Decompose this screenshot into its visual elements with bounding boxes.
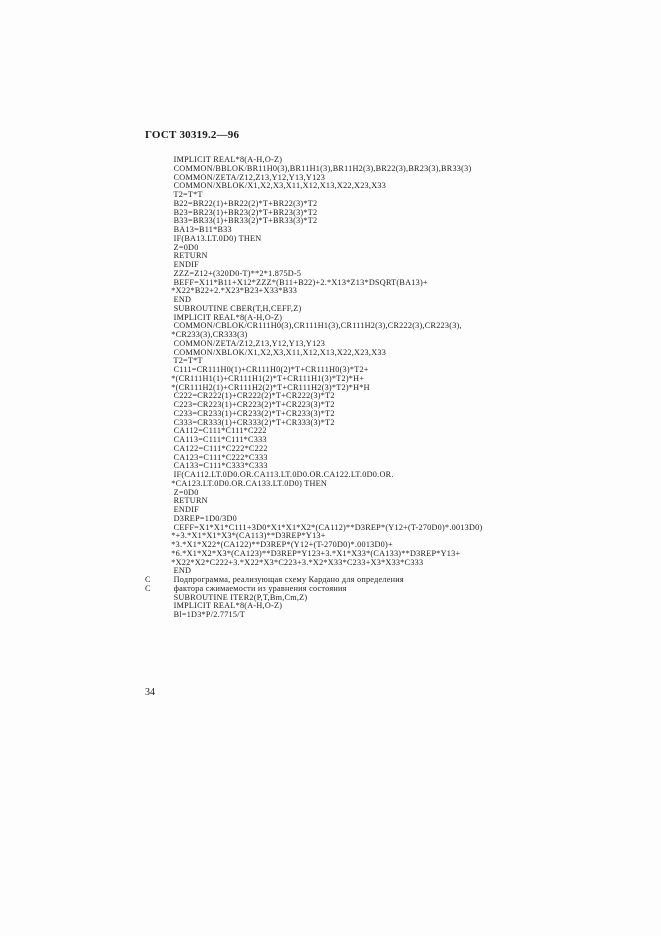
code-text: COMMON/XBLOK/X1,X2,X3,X11,X12,X13,X22,X23,X33: [169, 181, 387, 191]
code-text: ENDIF: [169, 260, 199, 269]
comment-marker: C: [145, 575, 151, 584]
code-text: RETURN: [169, 496, 208, 506]
code-text: SUBROUTINE CBER(T,H,CEFF,Z): [169, 303, 302, 313]
code-text: *6.*X1*X2*X3*(CA123)**D3REP*Y123+3.*X1*X33*(CA133)**D3REP*Y13+: [169, 548, 461, 558]
code-line: [145, 480, 615, 489]
code-text: RETURN: [169, 251, 208, 261]
code-text: T2=T*T: [169, 190, 203, 199]
code-line: [145, 287, 615, 296]
code-line: [145, 252, 615, 261]
fortran-code-listing: [145, 156, 615, 620]
code-text: ENDIF: [169, 505, 199, 514]
code-text: фактора сжимаемости из уравнения состояния: [169, 583, 347, 593]
code-text: B33=BR33(1)+BR33(2)*T+BR33(3)*T2: [169, 216, 318, 226]
code-line: [145, 497, 615, 506]
code-text: IMPLICIT REAL*8(A-H,O-Z): [169, 312, 283, 322]
code-text: END: [169, 566, 192, 576]
code-text: *CR233(3),CR333(3): [169, 330, 248, 339]
code-text: Z=0D0: [169, 487, 199, 497]
code-line: [145, 489, 615, 498]
code-line: [145, 182, 615, 191]
code-text: T2=T*T: [169, 356, 203, 366]
code-text: *X22*B22+2.*X23*B23+X33*B33: [169, 286, 298, 296]
page-number: 34: [145, 687, 155, 698]
code-text: COMMON/ZETA/Z12,Z13,Y12,Y13,Y123: [169, 172, 326, 182]
code-text: CA123=C111*C222*C333: [169, 452, 268, 462]
code-text: D3REP=1D0/3D0: [169, 513, 237, 523]
code-text: C223=CR223(1)+CR223(2)*T+CR223(3)*T2: [169, 400, 335, 409]
code-text: C333=CR333(1)+CR333(2)*T+CR333(3)*T2: [169, 417, 335, 427]
code-text: CA122=C111*C222*C222: [169, 443, 268, 453]
code-text: *+3.*X1*X1*X3*(CA113)**D3REP*Y13+: [169, 531, 326, 541]
code-text: COMMON/CBLOK/CR111H0(3),CR111H1(3),CR111H2(3),CR222(3),CR223(3),: [169, 321, 462, 331]
code-text: *CA123.LT.0D0.OR.CA133.LT.0D0) THEN: [169, 478, 328, 488]
code-text: C233=CR233(1)+CR233(2)*T+CR233(3)*T2: [169, 408, 335, 418]
code-text: Z=0D0: [169, 242, 199, 252]
code-line: [145, 559, 615, 568]
code-text: B22=BR22(1)+BR22(2)*T+BR22(3)*T2: [169, 198, 318, 208]
code-text: COMMON/XBLOK/X1,X2,X3,X11,X12,X13,X22,X23,X33: [169, 347, 387, 357]
code-text: Bl=1D3*P/2.7715/T: [169, 610, 246, 619]
code-text: IF(BA13.LT.0D0) THEN: [169, 233, 262, 243]
code-text: IF(CA112.LT.0D0.OR.CA113.LT.0D0.OR.CA122.LT.0D0.OR.: [169, 470, 394, 479]
code-text: Подпрограмма, реализующая схему Кардано для определения: [169, 575, 404, 584]
code-line: [145, 611, 615, 620]
code-text: IMPLICIT REAL*8(A-H,O-Z): [169, 155, 283, 164]
code-text: COMMON/ZETA/Z12,Z13,Y12,Y13,Y123: [169, 338, 326, 348]
code-text: COMMON/BBLOK/BR11H0(3),BR11H1(3),BR11H2(3),BR22(3),BR23(3),BR33(3): [169, 163, 472, 173]
code-text: *X22*X2*C222+3.*X22*X3*C223+3.*X2*X33*C233+X3*X33*C333: [169, 557, 424, 567]
standard-title: ГОСТ 30319.2—96: [145, 129, 240, 141]
code-text: B23=BR23(1)+BR23(2)*T+BR23(3)*T2: [169, 207, 318, 217]
code-text: C111=CR111H0(1)+CR111H0(2)*T+CR111H0(3)*T2+: [169, 365, 369, 374]
code-line: [145, 349, 615, 358]
code-text: SUBROUTINE ITER2(P,T,Bm,Cm,Z): [169, 592, 308, 602]
code-text: CA113=C111*C111*C333: [169, 435, 267, 444]
code-text: IMPLICIT REAL*8(A-H,O-Z): [169, 601, 283, 611]
code-text: BA13=B11*B33: [169, 225, 232, 234]
code-text: *3.*X1*X22*(CA122)**D3REP*(Y12+(T-270D0)*.0013D0)+: [169, 540, 393, 549]
code-text: C222=CR222(1)+CR222(2)*T+CR222(3)*T2: [169, 391, 335, 401]
code-text: CEFF=X1*X1*C111+3D0*X1*X1*X2*(CA112)**D3REP*(Y12+(T-270D0)*.0013D0): [169, 522, 483, 532]
code-line: [145, 235, 615, 244]
comment-marker: C: [145, 583, 151, 593]
code-text: ZZZ=Z12+(320D0-T)**2*1.875D-5: [169, 268, 302, 278]
code-text: END: [169, 295, 192, 304]
code-text: CA133=C111*C333*C333: [169, 461, 268, 471]
code-text: CA112=C111*C111*C222: [169, 426, 267, 436]
code-line: [145, 244, 615, 253]
code-text: *(CR111H2(1)+CR111H2(2)*T+CR111H2(3)*T2)*H*H: [169, 382, 370, 392]
code-text: *(CR111H1(1)+CR111H1(2)*T+CR111H1(3)*T2)*H+: [169, 373, 365, 383]
code-text: BEFF=X11*B11+X12*ZZZ*(B11+B22)+2.*X13*Z13*DSQRT(BA13)+: [169, 277, 428, 287]
